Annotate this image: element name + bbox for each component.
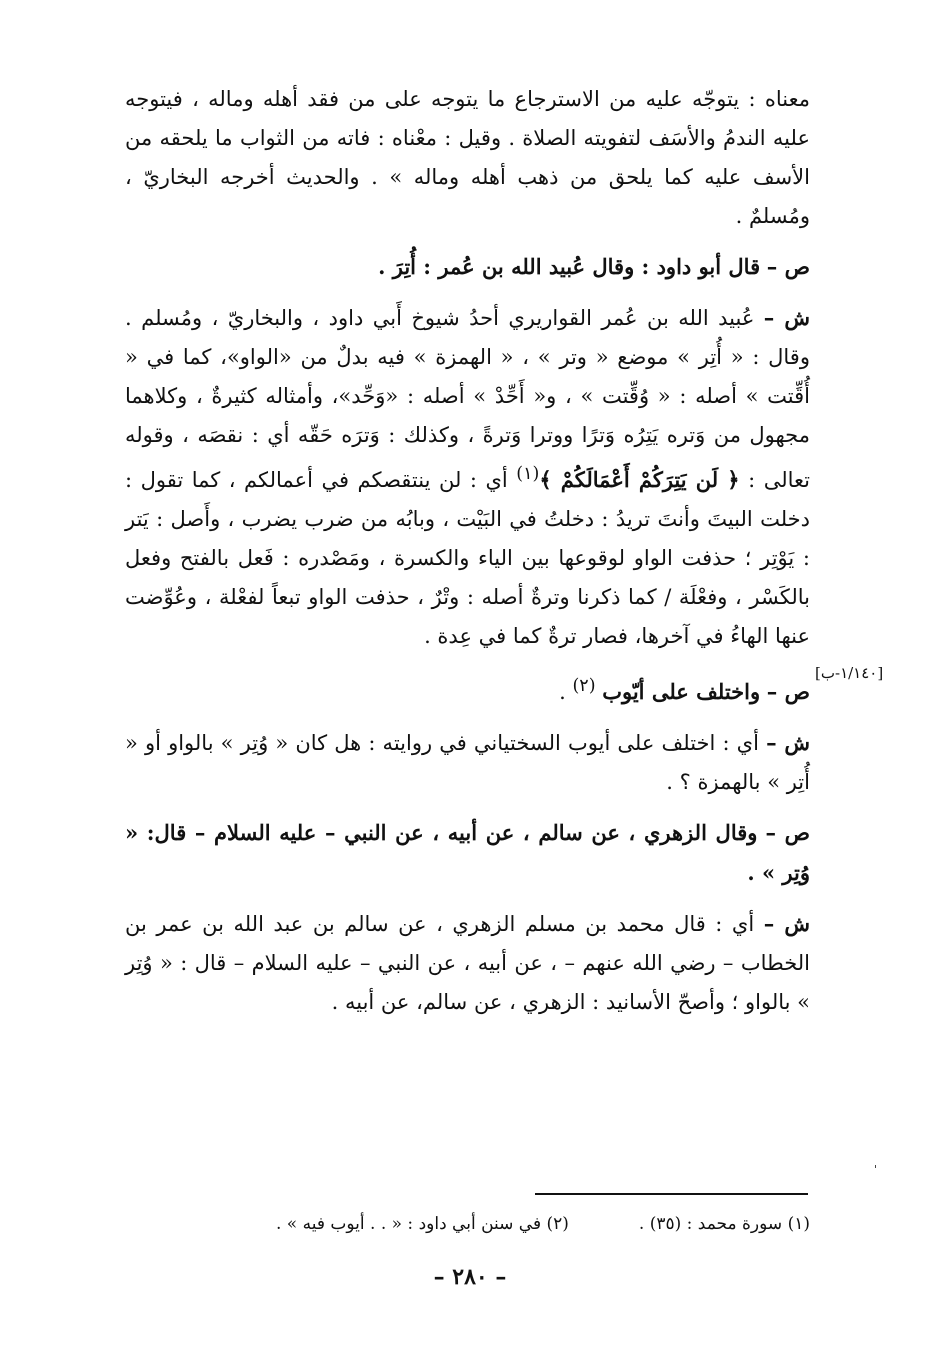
text-section-2 xyxy=(125,667,810,712)
text-section-1 xyxy=(125,247,810,287)
text-section-3 xyxy=(125,813,810,893)
footnote-divider xyxy=(535,1193,808,1195)
shin-marker: ش – xyxy=(766,730,811,755)
commentary-text: أي : اختلف على أيوب السختياني في روايته : هل كان « وُتِر » بالواو أو « أُتِر » بالهمزة ؟ . xyxy=(125,731,810,794)
text-statement: واختلف على أيّوب xyxy=(602,679,761,704)
quran-verse: ﴿ لَن يَتِرَكُمْ أَعْمَالَكُمْ ﴾ xyxy=(539,467,740,492)
text-statement: وقال الزهري ، عن سالم ، عن أبيه ، عن النبي – عليه السلام – قال: « وُتِر » . xyxy=(125,820,810,885)
footnote-2: (٢) في سنن أبي داود : « . . أيوب فيه » . xyxy=(275,1214,569,1234)
commentary-section-3 xyxy=(125,904,810,1022)
page-number: – ٢٨٠ – xyxy=(433,1264,507,1290)
footnote-ref-1: (١) xyxy=(516,464,540,484)
shin-marker: ش – xyxy=(763,305,810,330)
commentary-text: أي : قال محمد بن مسلم الزهري ، عن سالم بن عبد الله بن عمر بن الخطاب – رضي الله عنهم – ، عن أبيه ، عن النبي – عليه السلام – قال : « وُتِر » بالواو ؛ وأصحّ الأسانيد : الزهري ، عن سالم، عن أبيه . xyxy=(125,912,810,1014)
footnote-ref-2: (٢) xyxy=(572,676,596,696)
commentary-continuation: أي : لن ينتقصكم في أعمالكم ، كما تقول : دخلت البيتَ وأنتَ تريدُ : دخلتُ في البَيْت ، وبابُه من ضرب يضرب ، وأَصل : يَتر : يَوْتِر ؛ حذفت الواو لوقوعها بين الياء والكسرة ، ومَصْدره : فَعل بالفتح وفعل بالكَسْر ، وفعْلَة / كما ذكرنا وترةٌ أصله : وتْرٌ ، حذفت الواو تبعاً لفعْلة ، وعُوِّضت عنها الهاءُ في آخرها، فصار ترةٌ كما في عِدة . xyxy=(125,468,810,648)
page-body xyxy=(125,80,810,1022)
sentence-end: . xyxy=(559,680,566,704)
commentary-section-1 xyxy=(125,298,810,656)
commentary-text: عُبيد الله بن عُمر القواريري أحدُ شيوخ أَبي داود ، والبخاريّ ، ومُسلم . وقال : « أُتِر » موضع « وتر » ، « الهمزة » فيه بدلٌ من «الواو»، كما في « أُقِّتت » أصله : « وُقِّتت » ، و« أَحِّدْ » أصله : «وَحِّد»، وأمثاله كثيرةٌ ، وكلاهما مجهول من وَتره يَتِرُه وَترًا ووترا وَترةً ، وكذلك : وَترَه حَقّه أي : نقصَه ، وقوله تعالى : xyxy=(125,306,810,492)
shin-marker: ش – xyxy=(763,911,811,936)
sad-marker: ص – xyxy=(766,254,810,279)
sad-marker: ص – xyxy=(765,820,810,845)
footnote-1: (١) سورة محمد : (٣٥) . xyxy=(638,1214,810,1234)
footnotes xyxy=(150,1210,810,1238)
text-statement: قال أبو داود : وقال عُبيد الله بن عُمر : أُتِرَ . xyxy=(378,254,761,279)
sad-marker: ص – xyxy=(766,679,810,704)
commentary-section-2 xyxy=(125,723,810,802)
manuscript-folio-note: [١/١٤٠-ب] xyxy=(815,664,884,682)
edge-mark xyxy=(875,1165,876,1168)
paragraph-1: معناه : يتوجّه عليه من الاسترجاع ما يتوجه على من فقد أهله وماله ، فيتوجه عليه الندمُ والأسَف لتفويته الصلاة . وقيل : معْناه : فاته من الثواب ما يلحقه من الأسف عليه كما يلحق من ذهب أهله وماله » . والحديث أخرجه البخاريّ ، ومُسلمٌ . xyxy=(125,87,810,228)
